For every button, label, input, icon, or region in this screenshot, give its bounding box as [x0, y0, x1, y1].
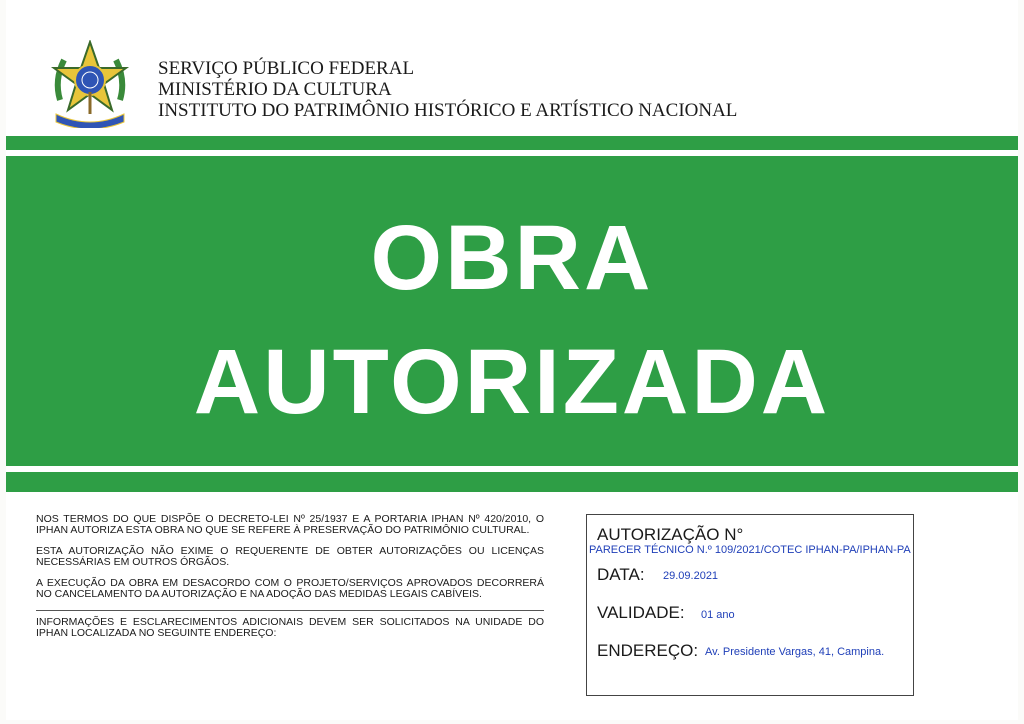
legal-notes — [36, 514, 544, 649]
header-line-2: MINISTÉRIO DA CULTURA — [158, 79, 392, 100]
address-value: Av. Presidente Vargas, 41, Campina. — [705, 646, 885, 658]
address-label: ENDEREÇO: — [597, 641, 699, 660]
green-banner — [6, 136, 1018, 492]
banner-title-line-1: OBRA — [370, 207, 654, 309]
header-line-1: SERVIÇO PÚBLICO FEDERAL — [158, 58, 415, 79]
header-line-3: INSTITUTO DO PATRIMÔNIO HISTÓRICO E ARTÍSTICO NACIONAL — [158, 100, 738, 121]
banner-title-line-2: AUTORIZADA — [193, 331, 831, 433]
institution-heading — [158, 58, 737, 121]
note-paragraph: ESTA AUTORIZAÇÃO NÃO EXIME O REQUERENTE DE OBTER AUTORIZAÇÕES OU LICENÇAS NECESSÁRIAS EM OUTROS ÓRGÃOS. — [36, 545, 544, 568]
note-paragraph: INFORMAÇÕES E ESCLARECIMENTOS ADICIONAIS DEVEM SER SOLICITADOS NA UNIDADE DO IPHAN LOCALIZADA NO SEGUINTE ENDEREÇO: — [36, 616, 544, 639]
notice-sheet — [6, 0, 1018, 720]
banner-bottom-stripe — [6, 466, 1018, 472]
authorization-number-value: PARECER TÉCNICO N.º 109/2021/COTEC IPHAN-PA/IPHAN-PA — [589, 544, 911, 556]
date-value: 29.09.2021 — [663, 570, 719, 582]
banner-top-stripe — [6, 150, 1018, 156]
header — [6, 0, 1018, 136]
validity-value: 01 ano — [701, 609, 735, 621]
authorization-box — [586, 514, 914, 696]
coat-of-arms-icon — [50, 40, 130, 128]
notes-divider — [36, 610, 544, 611]
note-paragraph: NOS TERMOS DO QUE DISPÕE O DECRETO-LEI Nº 25/1937 E A PORTARIA IPHAN Nº 420/2010, O IPHAN AUTORIZA ESTA OBRA NO QUE SE REFERE À PRESERVAÇÃO DO PATRIMÔNIO CULTURAL. — [36, 513, 544, 536]
note-paragraph: A EXECUÇÃO DA OBRA EM DESACORDO COM O PROJETO/SERVIÇOS APROVADOS DECORRERÁ NO CANCELAMENTO DA AUTORIZAÇÃO E NA ADOÇÃO DAS MEDIDAS LEGAIS CABÍVEIS. — [36, 577, 544, 600]
authorization-number-label: AUTORIZAÇÃO N° — [597, 525, 744, 544]
date-label: DATA: — [597, 565, 645, 584]
validity-label: VALIDADE: — [597, 603, 685, 622]
